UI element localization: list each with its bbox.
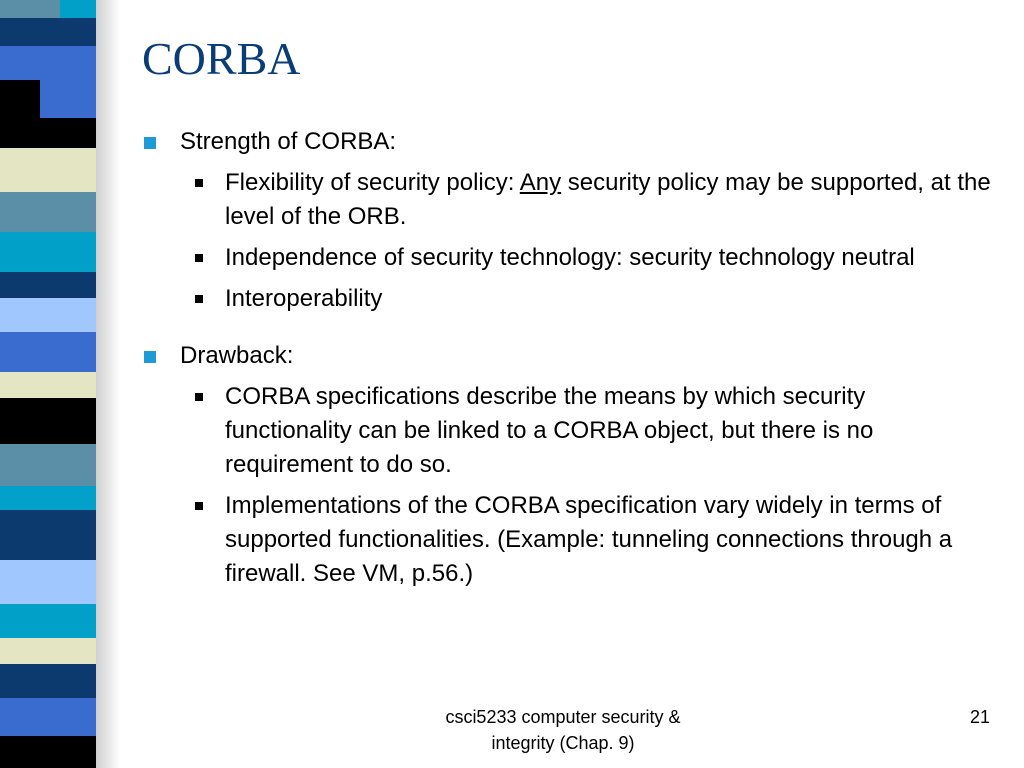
small-square-bullet-icon <box>195 295 203 303</box>
section-drawback <box>142 339 1002 373</box>
page-number: 21 <box>969 707 990 727</box>
small-square-bullet-icon <box>195 254 203 262</box>
footer-course: csci5233 computer security & integrity (Chap. 9) <box>445 707 681 753</box>
square-bullet-icon <box>144 137 156 149</box>
square-bullet-icon <box>144 351 156 363</box>
bullet-item: Flexibility of security policy: Any security policy may be supported, at the level of the ORB. <box>225 166 1002 234</box>
bullet-item: Independence of security technology: security technology neutral <box>225 241 1002 275</box>
bullet-item: CORBA specifications describe the means by which security functionality can be linked to a CORBA object, but there is no requirement to do so. <box>225 380 1002 482</box>
section-heading: Drawback: <box>180 342 294 369</box>
small-square-bullet-icon <box>195 179 203 187</box>
slide-body <box>142 125 1002 591</box>
section-heading: Strength of CORBA: <box>180 128 397 155</box>
decorative-stripe <box>0 0 120 768</box>
small-square-bullet-icon <box>195 393 203 401</box>
bullet-item: Interoperability <box>225 282 1002 316</box>
slide-title: CORBA <box>142 33 301 84</box>
section-strength <box>142 125 1002 159</box>
emphasis-word: Any <box>519 169 562 196</box>
small-square-bullet-icon <box>195 502 203 510</box>
bullet-item: Implementations of the CORBA specification vary widely in terms of supported functionalities. (Example: tunneling connections through a firewall. See VM, p.56.) <box>225 489 1002 591</box>
